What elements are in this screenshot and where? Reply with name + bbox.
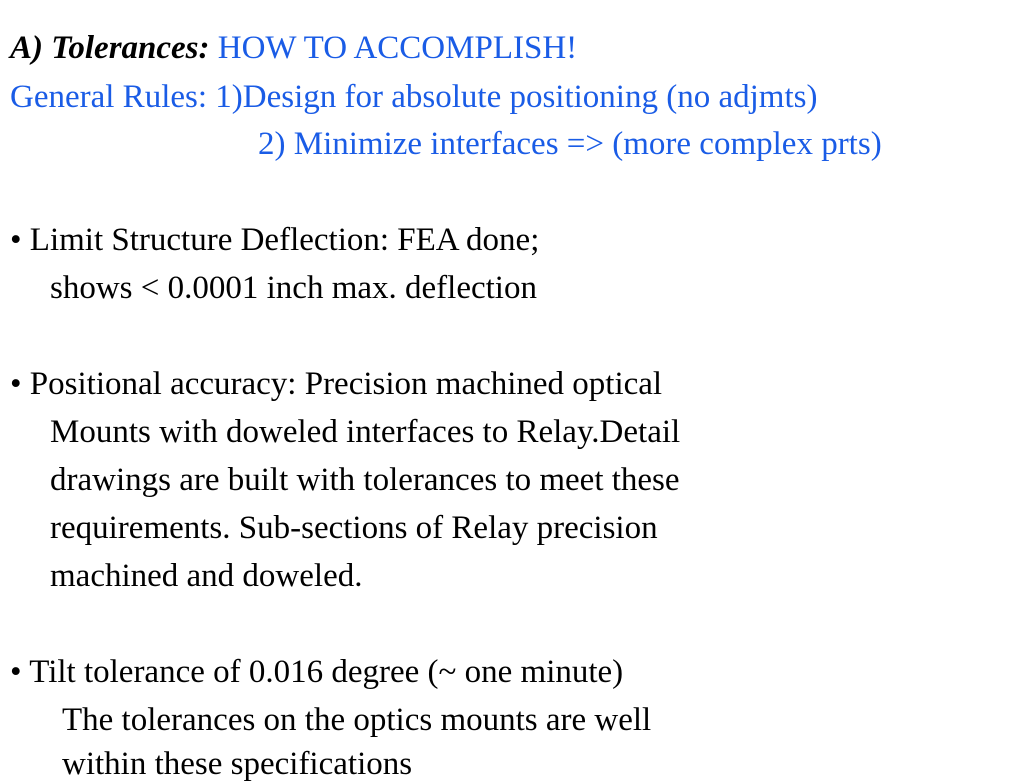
bullet-positional-cont-4: machined and doweled. [50,558,363,594]
bullet-positional-cont-2: drawings are built with tolerances to meet these [50,462,680,498]
slide-title [10,30,577,66]
bullet-positional-cont-3: requirements. Sub-sections of Relay precision [50,510,658,546]
bullet-tilt-cont-1: The tolerances on the optics mounts are well [62,702,652,738]
bullet-deflection: • Limit Structure Deflection: FEA done; [10,222,540,258]
bullet-positional-cont-1: Mounts with doweled interfaces to Relay.Detail [50,414,681,450]
rule-1: 1)Design for absolute positioning (no adjmts) [215,79,818,115]
general-rules-line [10,79,817,115]
title-label: A) Tolerances: [10,30,210,66]
title-subtitle: HOW TO ACCOMPLISH! [217,30,578,66]
rule-2: 2) Minimize interfaces => (more complex prts) [258,126,882,162]
bullet-tilt-cont-2: within these specifications [62,746,413,782]
bullet-positional: • Positional accuracy: Precision machined optical [10,366,663,402]
bullet-tilt: • Tilt tolerance of 0.016 degree (~ one minute) [10,654,624,690]
rules-label: General Rules: [10,79,208,115]
bullet-deflection-cont: shows < 0.0001 inch max. deflection [50,270,537,306]
